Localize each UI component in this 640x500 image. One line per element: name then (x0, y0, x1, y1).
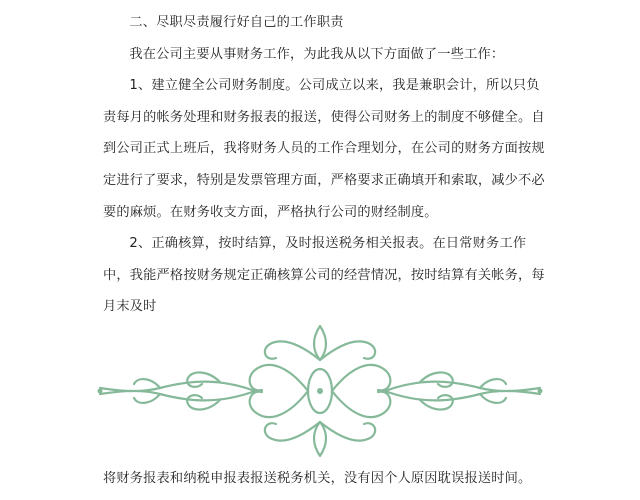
decorative-scroll-divider-icon (80, 318, 560, 464)
paragraph-item-2: 2、正确核算，按时结算，及时报送税务相关报表。在日常财务工作中，我能严格按财务规定正确核算公司的经营情况，按时结算有关帐务，每月末及时 (103, 236, 545, 315)
continuation-paragraph: 将财务报表和纳税申报表报送税务机关，没有因个人原因耽误报送时间。 (103, 471, 532, 486)
section-heading: 二、尽职尽责履行好自己的工作职责 (129, 15, 344, 30)
paragraph-item-1: 1、建立健全公司财务制度。公司成立以来，我是兼职会计，所以只负责每月的帐务处理和财务报表的报送，使得公司财务上的制度不够健全。自到公司正式上班后，我将财务人员的工作合理划分，在公司的财务方面按规定进行了要求，特别是发票管理方面，严格要求正确填开和索取，减少不必要的麻烦。在财务收支方面，严格执行公司的财经制度。 (103, 78, 545, 220)
intro-paragraph: 我在公司主要从事财务工作，为此我从以下方面做了一些工作： (129, 46, 505, 62)
document-body (103, 7, 548, 323)
